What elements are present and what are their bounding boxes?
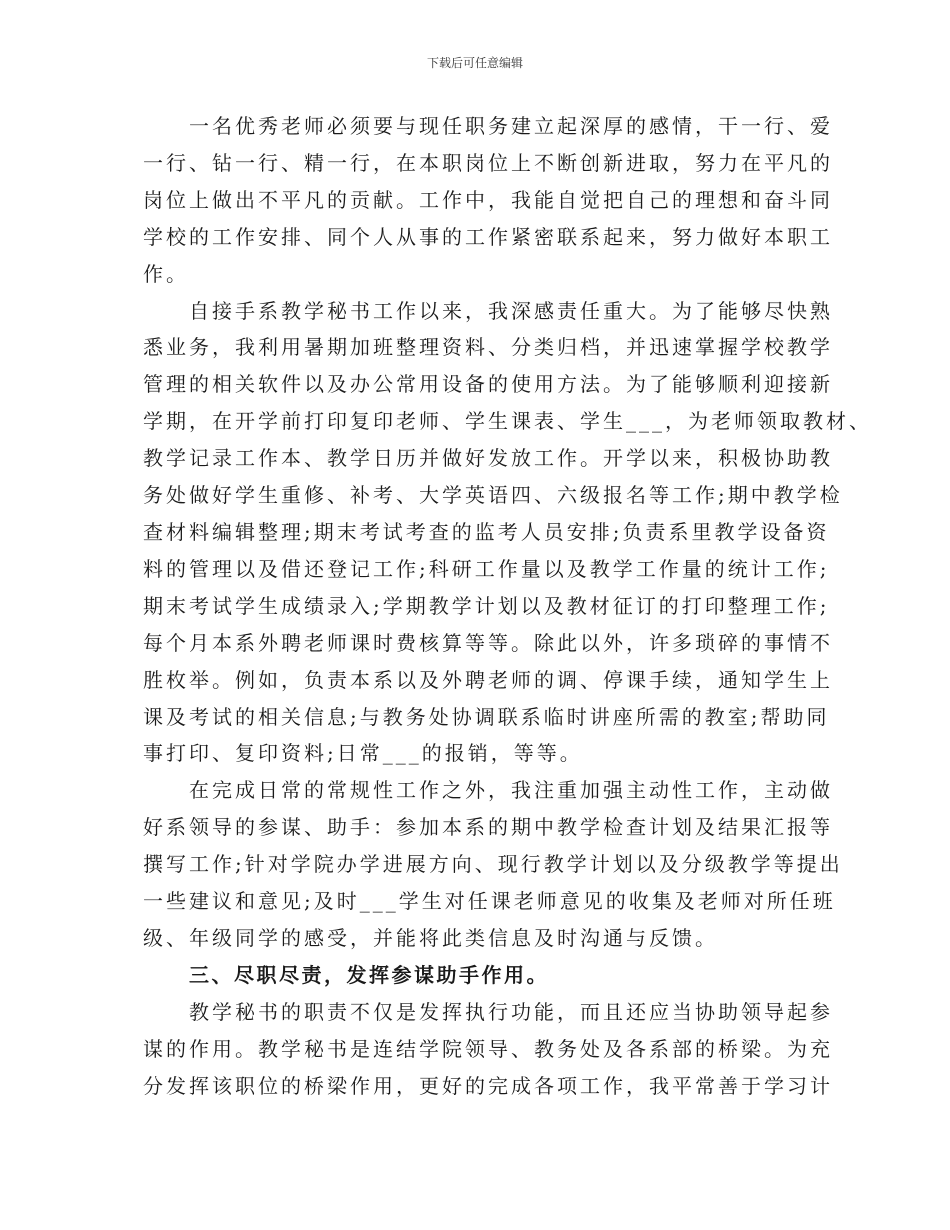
text-line: 料的管理以及借还登记工作;科研工作量以及教学工作量的统计工作; — [143, 556, 830, 581]
text-line: 级、年级同学的感受，并能将此类信息及时沟通与反馈。 — [143, 925, 718, 950]
text-line: 查材料编辑整理;期末考试考查的监考人员安排;负责系里教学设备资 — [143, 519, 830, 544]
text-line: 事打印、复印资料;日常___的报销，等等。 — [143, 741, 583, 766]
text-line: 教学记录工作本、教学日历并做好发放工作。开学以来，积极协助教 — [143, 446, 833, 471]
text-line: 撰写工作;针对学院办学进展方向、现行教学计划以及分级教学等提出 — [143, 852, 843, 877]
text-line: 一名优秀老师必须要与现任职务建立起深厚的感情，干一行、爱 — [189, 114, 833, 138]
text-line: 一行、钻一行、精一行，在本职岗位上不断创新进取，努力在平凡的 — [143, 150, 833, 175]
section-heading — [143, 957, 823, 994]
text-line: 自接手系教学秘书工作以来，我深感责任重大。为了能够尽快熟 — [189, 298, 833, 323]
text-line: 好系领导的参谋、助手：参加本系的期中教学检查计划及结果汇报等 — [143, 815, 833, 840]
text-line: 务处做好学生重修、补考、大学英语四、六级报名等工作;期中教学检 — [143, 483, 843, 508]
text-line: 学期，在开学前打印复印老师、学生课表、学生___，为老师领取教材、 — [143, 409, 872, 434]
text-line: 分发挥该职位的桥梁作用，更好的完成各项工作，我平常善于学习计 — [143, 1073, 833, 1098]
paragraph-3 — [143, 772, 843, 957]
text-line: 谋的作用。教学秘书是连结学院领导、教务处及各系部的桥梁。为充 — [143, 1036, 833, 1061]
text-line: 悉业务，我利用暑期加班整理资料、分类归档，并迅速掌握学校教学 — [143, 335, 833, 360]
paragraph-1 — [143, 108, 833, 293]
text-line: 胜枚举。例如，负责本系以及外聘老师的调、停课手续，通知学生上 — [143, 667, 833, 692]
paragraph-2 — [143, 293, 872, 773]
document-body — [143, 108, 872, 1104]
page-header: 下载后可任意编辑 — [426, 56, 523, 70]
section-heading-text: 三、尽职尽责，发挥参谋助手作用。 — [189, 962, 549, 987]
text-line: 管理的相关软件以及办公常用设备的使用方法。为了能够顺利迎接新 — [143, 372, 833, 397]
text-line: 岗位上做出不平凡的贡献。工作中，我能自觉把自己的理想和奋斗同 — [143, 187, 833, 212]
text-line: 教学秘书的职责不仅是发挥执行功能，而且还应当协助领导起参 — [189, 999, 833, 1024]
text-line: 课及考试的相关信息;与教务处协调联系临时讲座所需的教室;帮助同 — [143, 704, 830, 729]
text-line: 期末考试学生成绩录入;学期教学计划以及教材征订的打印整理工作; — [143, 593, 830, 618]
text-line: 一些建议和意见;及时___学生对任课老师意见的收集及老师对所任班 — [143, 889, 836, 914]
text-line: 学校的工作安排、同个人从事的工作紧密联系起来，努力做好本职工 — [143, 224, 833, 249]
text-line: 作。 — [143, 261, 189, 286]
text-line: 每个月本系外聘老师课时费核算等等。除此以外，许多琐碎的事情不 — [143, 630, 833, 655]
paragraph-4 — [143, 994, 833, 1105]
text-line: 在完成日常的常规性工作之外，我注重加强主动性工作，主动做 — [189, 778, 833, 803]
